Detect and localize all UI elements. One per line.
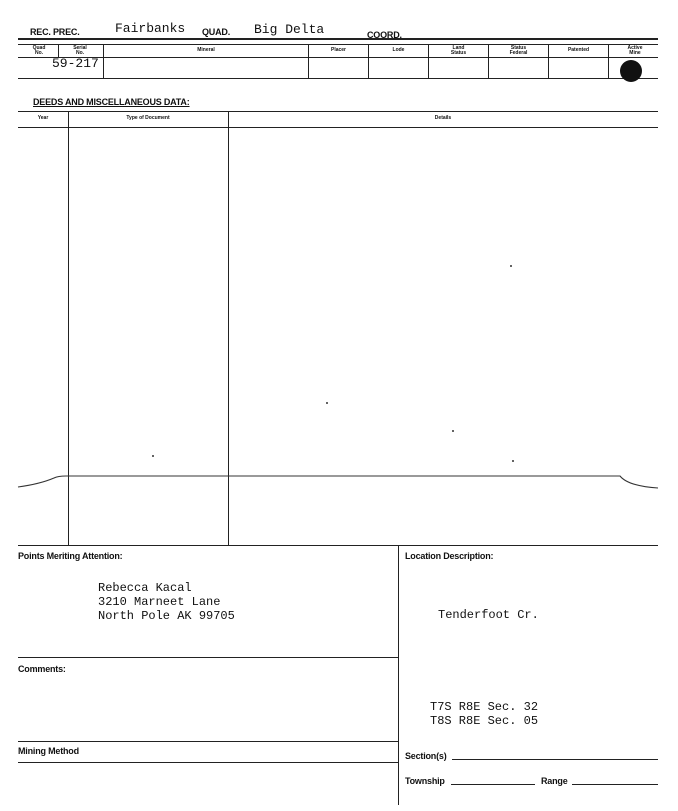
trs-line: T7S R8E Sec. 32 [430, 700, 539, 714]
col-type-of-document: Type of Document [126, 115, 170, 121]
deeds-table-top [18, 111, 658, 112]
col-status-federal: Status Federal [509, 45, 528, 56]
deeds-section-title: DEEDS AND MISCELLANEOUS DATA: [33, 97, 190, 107]
sections-field-line[interactable] [452, 759, 658, 760]
serial-no-value: 59-217 [52, 56, 99, 71]
quad-label: QUAD. [202, 27, 230, 37]
rec-prec-label: REC. PREC. [30, 27, 80, 37]
fold-line [0, 468, 678, 494]
scan-speck [512, 460, 514, 462]
trs-line: T8S R8E Sec. 05 [430, 714, 539, 728]
claim-table-header-rule [18, 57, 658, 58]
col-patented: Patented [567, 47, 590, 53]
claim-col-divider [608, 44, 609, 78]
address-line: 3210 Marneet Lane [98, 595, 221, 609]
rec-prec-value: Fairbanks [115, 21, 186, 36]
mining-method-rule [18, 741, 398, 742]
col-land-status: Land Status [450, 45, 467, 56]
mining-method-field-line[interactable] [18, 762, 398, 763]
col-placer: Placer [330, 47, 346, 53]
mining-method-label: Mining Method [18, 746, 79, 756]
col-active-mine: Active Mine [627, 45, 643, 56]
header-rule [18, 38, 658, 40]
scan-speck [452, 430, 454, 432]
location-value: Tenderfoot Cr. [438, 608, 539, 622]
township-label: Township [405, 776, 445, 786]
scan-speck [510, 265, 512, 267]
active-mine-dot [620, 60, 642, 82]
range-field-line[interactable] [572, 784, 658, 785]
col-mineral: Mineral [197, 47, 215, 53]
col-serial-no: Serial No. [73, 45, 87, 56]
scan-speck [326, 402, 328, 404]
comments-label: Comments: [18, 664, 66, 674]
township-field-line[interactable] [451, 784, 535, 785]
col-details: Details [434, 115, 452, 121]
claim-table-top [18, 44, 658, 45]
col-lode: Lode [392, 47, 405, 53]
col-year: Year [37, 115, 49, 121]
address-line: North Pole AK 99705 [98, 609, 235, 623]
scan-speck [152, 455, 154, 457]
points-label: Points Meriting Attention: [18, 551, 123, 561]
address-line: Rebecca Kacal [98, 581, 192, 595]
location-label: Location Description: [405, 551, 494, 561]
coord-label: COORD. [367, 30, 402, 40]
bottom-section-divider [398, 545, 399, 805]
sections-label: Section(s) [405, 751, 447, 761]
col-quad-no: Quad No. [32, 45, 46, 56]
deeds-table-header-rule [18, 127, 658, 128]
bottom-section-top [18, 545, 658, 546]
comments-rule [18, 657, 398, 658]
quad-value: Big Delta [254, 22, 325, 37]
range-label: Range [541, 776, 568, 786]
claim-table-bottom [18, 78, 658, 79]
